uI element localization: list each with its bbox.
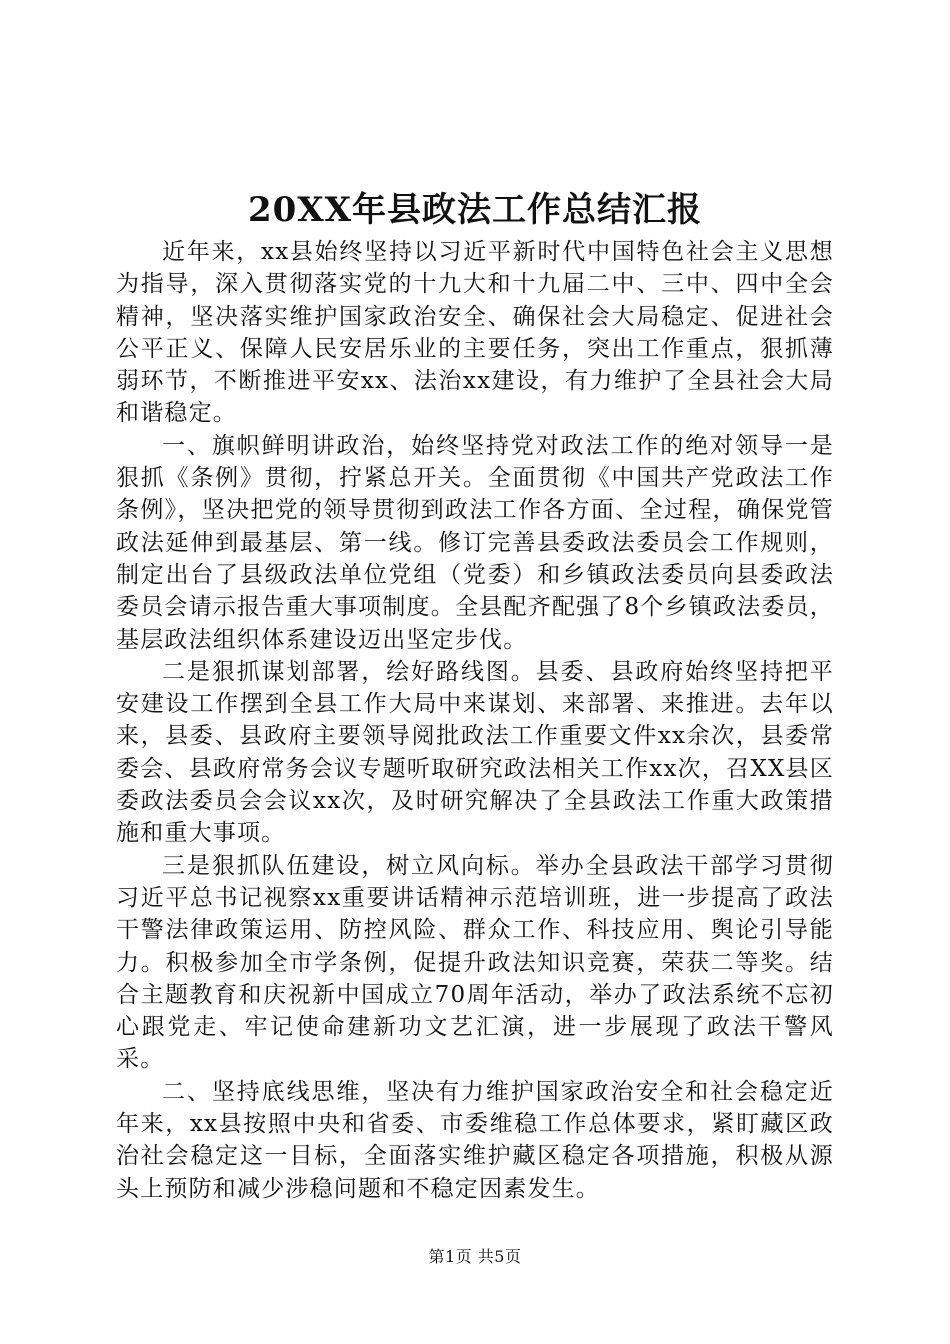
page-number-footer: 第1页 共5页: [428, 1247, 522, 1266]
paragraph-intro: 近年来，xx县始终坚持以习近平新时代中国特色社会主义思想为指导，深入贯彻落实党的十九大和十九届二中、三中、四中全会精神，坚决落实维护国家政治安全、确保社会大局稳定、促进社会公平正义、保障人民安居乐业的主要任务，突出工作重点，狠抓薄弱环节，不断推进平安xx、法治xx建设，有力维护了全县社会大局和谐稳定。: [116, 239, 834, 427]
document-title: 20XX年县政法工作总结汇报: [247, 190, 703, 230]
paragraph-section-1: 一、旗帜鲜明讲政治，始终坚持党对政法工作的绝对领导一是狠抓《条例》贯彻，拧紧总开关。全面贯彻《中国共产党政法工作条例》，坚决把党的领导贯彻到政法工作各方面、全过程，确保党管政法延伸到最基层、第一线。修订完善县委政法委员会工作规则，制定出台了县级政法单位党组（党委）和乡镇政法委员向县委政法委员会请示报告重大事项制度。全县配齐配强了8个乡镇政法委员，基层政法组织体系建设迈出坚定步伐。: [116, 432, 834, 653]
document-body: [116, 236, 834, 1205]
paragraph-team-building: 三是狠抓队伍建设，树立风向标。举办全县政法干部学习贯彻习近平总书记视察xx重要讲话精神示范培训班，进一步提高了政法干警法律政策运用、防控风险、群众工作、科技应用、舆论引导能力。积极参加全市学条例，促提升政法知识竞赛，荣获二等奖。结合主题教育和庆祝新中国成立70周年活动，举办了政法系统不忘初心跟党走、牢记使命建新功文艺汇演，进一步展现了政法干警风采。: [116, 852, 834, 1073]
paragraph-planning: 二是狠抓谋划部署，绘好路线图。县委、县政府始终坚持把平安建设工作摆到全县工作大局中来谋划、来部署、来推进。去年以来，县委、县政府主要领导阅批政法工作重要文件xx余次，县委常委会、县政府常务会议专题听取研究政法相关工作xx次，召XX县区委政法委员会会议xx次，及时研究解决了全县政法工作重大政策措施和重大事项。: [116, 658, 834, 847]
paragraph-section-2: 二、坚持底线思维，坚决有力维护国家政治安全和社会稳定近年来，xx县按照中央和省委、市委维稳工作总体要求，紧盯藏区政治社会稳定这一目标，全面落实维护藏区稳定各项措施，积极从源头上预防和减少涉稳问题和不稳定因素发生。: [116, 1078, 834, 1202]
